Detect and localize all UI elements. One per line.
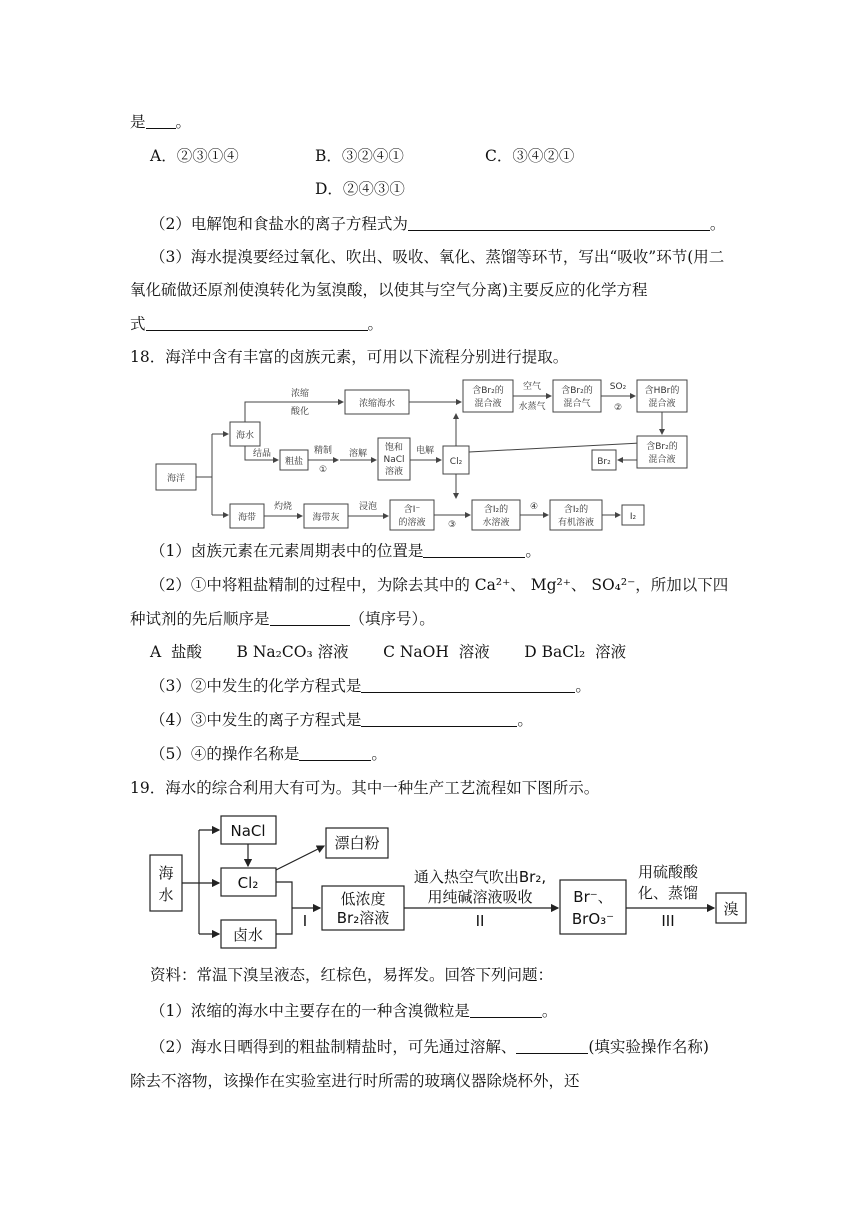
q18-part2-line1: （2）①中将粗盐精制的过程中，为除去其中的 Ca²⁺、 Mg²⁺、 SO₄²⁻，所加以下四 <box>150 576 729 594</box>
answer-blank[interactable] <box>423 542 525 558</box>
q17-option-b: B．③②④① <box>315 147 404 165</box>
q17-part3-line2: 氧化硫做还原剂使溴转化为氢溴酸，以使其与空气分离)主要反应的化学方程 <box>130 281 648 299</box>
svg-text:有机溶液: 有机溶液 <box>557 518 595 528</box>
svg-text:灼烧: 灼烧 <box>273 502 293 512</box>
svg-text:NaCl: NaCl <box>230 822 266 840</box>
q17-part3-line3: 式 。 <box>130 315 384 333</box>
svg-text:含HBr的: 含HBr的 <box>644 386 680 396</box>
svg-text:卤水: 卤水 <box>232 926 264 944</box>
svg-text:海水: 海水 <box>235 431 255 441</box>
svg-text:含I⁻: 含I⁻ <box>403 505 421 515</box>
svg-text:溶液: 溶液 <box>384 467 404 477</box>
svg-text:水蒸气: 水蒸气 <box>518 402 546 412</box>
answer-blank[interactable] <box>270 610 350 626</box>
svg-text:SO₂: SO₂ <box>609 382 627 392</box>
svg-text:海带灰: 海带灰 <box>312 513 340 523</box>
svg-text:含Br₂的: 含Br₂的 <box>561 386 593 396</box>
svg-text:浓缩: 浓缩 <box>290 389 310 399</box>
answer-blank[interactable] <box>516 1038 588 1054</box>
svg-text:混合液: 混合液 <box>648 455 676 465</box>
svg-text:溶解: 溶解 <box>348 449 368 459</box>
svg-text:酸化: 酸化 <box>290 407 310 417</box>
svg-text:③: ③ <box>447 520 457 530</box>
svg-text:NaCl: NaCl <box>383 455 405 465</box>
q18-stem: 18．海洋中含有丰富的卤族元素，可用以下流程分别进行提取。 <box>130 348 569 366</box>
q17-part3-line1: （3）海水提溴要经过氧化、吹出、吸收、氧化、蒸馏等环节，写出“吸收”环节(用二 <box>150 248 725 266</box>
svg-text:水溶液: 水溶液 <box>482 518 510 528</box>
svg-text:化、蒸馏: 化、蒸馏 <box>637 884 699 902</box>
q19-stem: 19．海水的综合利用大有可为。其中一种生产工艺流程如下图所示。 <box>130 779 600 797</box>
svg-text:混合液: 混合液 <box>648 399 676 409</box>
svg-text:II: II <box>475 912 485 930</box>
answer-blank[interactable] <box>146 113 176 129</box>
svg-text:Cl₂: Cl₂ <box>237 874 259 892</box>
svg-text:用纯碱溶液吸收: 用纯碱溶液吸收 <box>427 888 533 906</box>
q18-reagents: A 盐酸 B Na₂CO₃ 溶液 C NaOH 溶液 D BaCl₂ 溶液 <box>150 643 627 661</box>
answer-blank[interactable] <box>361 677 575 693</box>
svg-text:I₂: I₂ <box>629 512 637 522</box>
svg-text:结晶: 结晶 <box>252 449 272 459</box>
svg-text:Br₂: Br₂ <box>597 457 611 467</box>
svg-text:浓缩海水: 浓缩海水 <box>358 399 396 409</box>
svg-text:海洋: 海洋 <box>166 474 186 484</box>
svg-text:漂白粉: 漂白粉 <box>334 834 380 852</box>
svg-text:空气: 空气 <box>522 382 542 392</box>
answer-blank[interactable] <box>361 711 517 727</box>
svg-text:Br₂溶液: Br₂溶液 <box>336 909 390 927</box>
svg-text:饱和: 饱和 <box>384 443 404 453</box>
svg-text:用硫酸酸: 用硫酸酸 <box>637 863 699 881</box>
answer-blank[interactable] <box>299 745 371 761</box>
svg-text:水: 水 <box>158 886 174 904</box>
svg-text:BrO₃⁻: BrO₃⁻ <box>571 910 615 928</box>
svg-text:Br⁻、: Br⁻、 <box>573 888 613 906</box>
q17-part2: （2）电解饱和食盐水的离子方程式为 。 <box>150 215 726 233</box>
svg-text:精制: 精制 <box>313 446 333 456</box>
svg-text:②: ② <box>613 403 623 413</box>
svg-text:III: III <box>661 912 675 930</box>
svg-text:④: ④ <box>529 502 539 512</box>
svg-text:浸泡: 浸泡 <box>358 502 378 512</box>
svg-text:混合液: 混合液 <box>474 399 502 409</box>
q19-info: 资料：常温下溴呈液态，红棕色，易挥发。回答下列问题： <box>150 966 554 984</box>
q18-part1: （1）卤族元素在元素周期表中的位置是 。 <box>150 542 541 560</box>
svg-text:溴: 溴 <box>723 900 739 918</box>
svg-text:I: I <box>302 912 308 930</box>
svg-text:粗盐: 粗盐 <box>284 457 304 467</box>
answer-blank[interactable] <box>408 215 710 231</box>
q18-part4: （4）③中发生的离子方程式是 。 <box>150 711 533 729</box>
svg-text:海带: 海带 <box>237 513 257 523</box>
q17-option-a: A．②③①④ <box>150 147 239 165</box>
q19-part2-line2: 除去不溶物，该操作在实验室进行时所需的玻璃仪器除烧杯外，还 <box>130 1072 580 1090</box>
halogen-extraction-flowchart <box>0 372 860 532</box>
svg-text:含I₂的: 含I₂的 <box>563 505 589 515</box>
q18-part3: （3）②中发生的化学方程式是 。 <box>150 677 591 695</box>
svg-text:海: 海 <box>158 864 174 882</box>
q17-option-c: C．③④②① <box>485 147 575 165</box>
q19-part2: （2）海水日晒得到的粗盐制精盐时，可先通过溶解、 (填实验操作名称) <box>150 1038 709 1056</box>
svg-text:①: ① <box>318 465 328 475</box>
svg-text:通入热空气吹出Br₂,: 通入热空气吹出Br₂, <box>413 868 547 886</box>
svg-text:含Br₂的: 含Br₂的 <box>472 386 504 396</box>
svg-text:混合气: 混合气 <box>563 399 591 409</box>
svg-text:含Br₂的: 含Br₂的 <box>646 442 678 452</box>
svg-text:含I₂的: 含I₂的 <box>483 505 509 515</box>
q18-part2-line2: 种试剂的先后顺序是 （填序号）。 <box>130 610 435 628</box>
svg-text:电解: 电解 <box>415 446 435 456</box>
answer-blank[interactable] <box>146 315 368 331</box>
seawater-utilization-flowchart <box>0 808 860 958</box>
q19-part1: （1）浓缩的海水中主要存在的一种含溴微粒是 。 <box>150 1002 558 1020</box>
q17-tail: 是 。 <box>130 113 192 131</box>
q18-part5: （5）④的操作名称是 。 <box>150 745 387 763</box>
answer-blank[interactable] <box>470 1002 542 1018</box>
svg-text:低浓度: 低浓度 <box>340 890 386 908</box>
q17-option-d: D．②④③① <box>315 180 405 198</box>
svg-text:Cl₂: Cl₂ <box>449 457 463 467</box>
svg-text:的溶液: 的溶液 <box>398 518 426 528</box>
